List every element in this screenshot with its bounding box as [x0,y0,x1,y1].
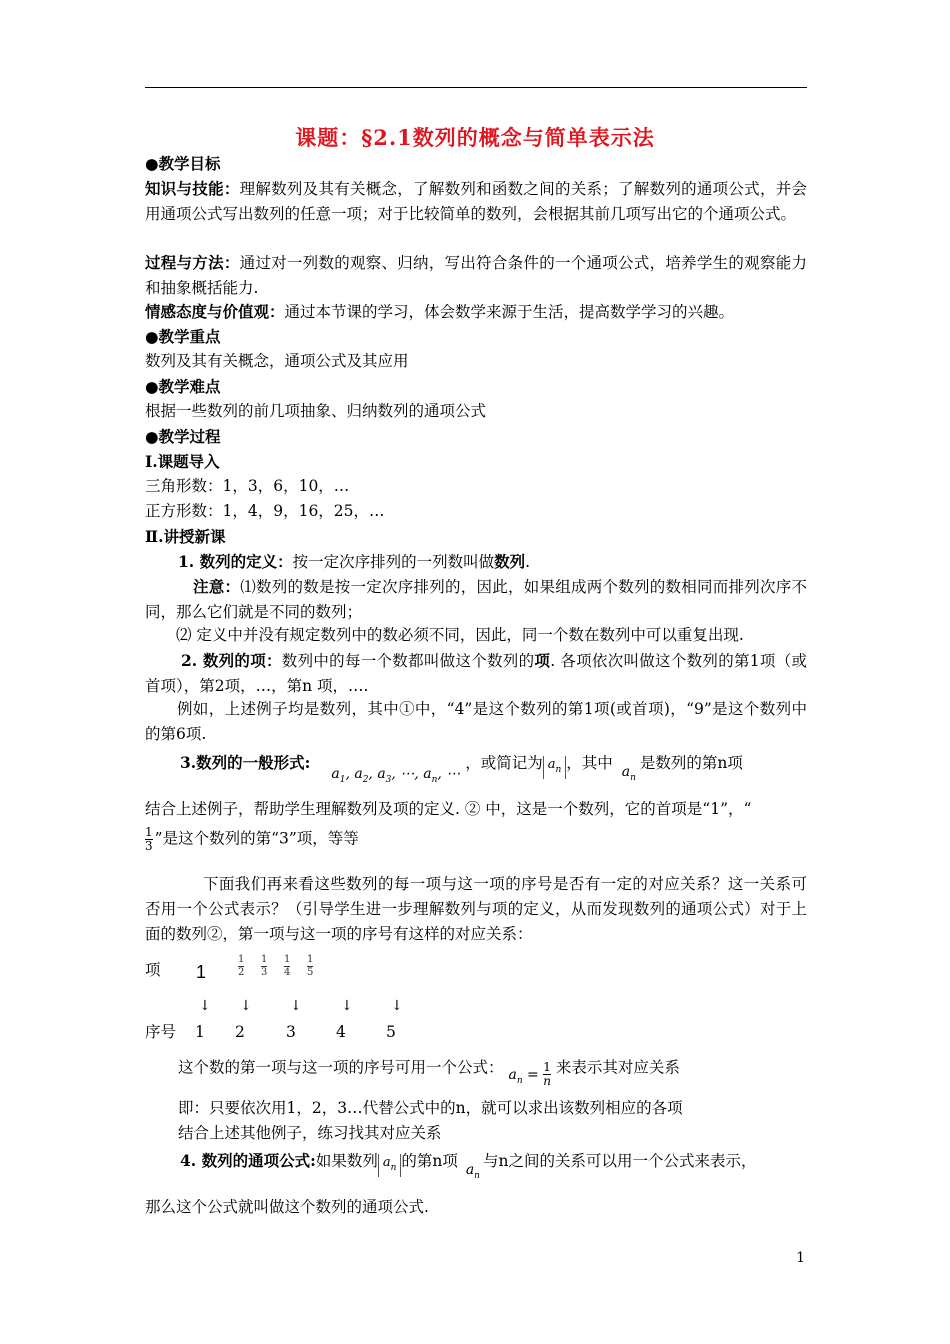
down-arrow-icon: ↓ [290,998,302,1014]
key-text: 数列及其有关概念，通项公式及其应用 [145,352,409,370]
fraction-one-third: $\frac{1}{3}$ [145,825,153,853]
index-3: 3 [286,1023,296,1041]
term-text-1: 数列中的每一个数都叫做这个数列的 [281,652,535,670]
general-form-text-3: 是数列的第n项 [639,754,743,772]
row-index-label: 序号 [145,1023,177,1041]
index-1: 1 [195,1023,205,1041]
process-heading: ●教学过程 [145,427,221,446]
sequence-notation: $a_n$ [543,756,567,779]
term-bold: 项 [534,651,551,670]
key-heading: ●教学重点 [145,327,221,346]
definition-term: 数列 [494,552,526,571]
goal-process [145,250,807,301]
general-term-formula: $a_n$ = $\frac{1}{n}$ [508,1060,551,1088]
term-1-over-4: 1 4 [284,954,291,978]
note-2: ⑵ 定义中并没有规定数列中的数必须不同，因此，同一个数在数列中可以重复出现. [176,626,744,644]
formula-line [178,1055,680,1088]
difficulty-text: 根据一些数列的前几项抽象、归纳数列的通项公式 [145,402,487,420]
index-5: 5 [386,1023,396,1041]
goal-knowledge [145,176,807,227]
sequence-notation: $a_n$ [378,1154,402,1177]
down-arrow-icon: ↓ [391,998,403,1014]
an-symbol: $a_n$ [465,1162,480,1181]
goal-emotion [145,299,734,325]
general-formula-text-1: 如果数列 [315,1152,378,1170]
note-1 [145,574,807,625]
section-intro-heading: Ⅰ.课题导入 [145,452,220,471]
general-formula-line [180,1148,756,1181]
page-number: 1 [796,1250,805,1266]
note-label: 注意： [193,577,241,596]
term-label: 2. 数列的项： [181,651,282,670]
replace-text: 即：只要依次用1，2，3…代替公式中的n，就可以求出该数列相应的各项 [178,1099,683,1117]
general-formula-label: 4. 数列的通项公式: [180,1151,316,1170]
general-form-text-2: ，其中 [566,754,613,772]
section-new-lesson-heading: Ⅱ.讲授新课 [145,527,226,546]
index-4: 4 [336,1023,346,1041]
first-term: 1 [196,962,207,982]
goal-emotion-text: 通过本节课的学习，体会数学来源于生活，提高数学学习的兴趣。 [284,303,735,321]
down-arrow-icon: ↓ [199,998,211,1014]
correspondence-paragraph: 下面我们再来看这些数列的每一项与这一项的序号是否有一定的对应关系？这一关系可否用一个公式表示？（引导学生进一步理解数列与项的定义，从而发现数列的通项公式）对于上面的数列②，第一项与这一项的序号有这样的对应关系： [145,875,807,943]
third-term-line [145,826,359,853]
goal-process-text: 通过对一列数的观察、归纳，写出符合条件的一个通项公式，培养学生的观察能力和抽象概括能力. [145,254,807,297]
general-formula-conclusion: 那么这个公式就叫做这个数列的通项公式. [145,1198,429,1216]
header-rule [145,87,807,88]
example-paragraph: 例如，上述例子均是数列，其中①中，“4”是这个数列的第1项(或首项)，“9”是这个数列中的第6项. [145,700,807,743]
definition-label: 1. 数列的定义： [178,552,293,571]
down-arrow-icon: ↓ [240,998,252,1014]
definition-end: . [525,553,531,571]
goal-emotion-label: 情感态度与价值观： [145,302,285,321]
general-form-text-1: ，或简记为 [465,754,543,772]
term-1-over-5: 1 5 [307,954,314,978]
definition-text: 按一定次序排列的一列数叫做 [292,553,495,571]
definition-line [178,549,530,575]
page-title: 课题：§2.1数列的概念与简单表示法 [295,125,655,150]
difficulty-heading: ●教学难点 [145,377,221,396]
general-formula-text-2: 的第n项 [401,1152,458,1170]
an-symbol: $a_n$ [621,764,636,783]
goals-heading: ●教学目标 [145,154,221,173]
general-form-line [180,750,743,783]
goal-knowledge-label: 知识与技能： [145,179,240,198]
combine-text: 结合上述例子，帮助学生理解数列及项的定义. ② 中，这是一个数列，它的首项是“1”，“ [145,800,752,818]
row-term-label: 项 [145,961,161,979]
term-1-over-2: 1 2 [238,954,245,978]
triangular-numbers: 三角形数：1，3，6，10，… [145,477,350,495]
goal-process-label: 过程与方法： [145,253,240,272]
formula-after: 来表示其对应关系 [555,1058,680,1077]
formula-intro: 这个数的第一项与这一项的序号可用一个公式： [178,1058,504,1077]
practice-text: 结合上述其他例子，练习找其对应关系 [178,1124,442,1142]
term-definition [145,648,807,699]
square-numbers: 正方形数：1，4，9，16，25，… [145,502,385,520]
term-1-over-3: 1 3 [261,954,268,978]
third-term-text: ”是这个数列的第“3”项，等等 [154,829,359,848]
index-2: 2 [235,1023,245,1041]
general-form-label: 3.数列的一般形式: [180,753,311,772]
term-text-2: . 各项依次叫做这个数列的第1项（或首项），第2项，…，第n 项，…. [145,652,807,695]
down-arrow-icon: ↓ [341,998,353,1014]
general-form-formula: $a_1$, $a_2$, $a_3$, ⋯, $a_n$, ⋯ [331,766,461,785]
note-1-text: ⑴数列的数是按一定次序排列的，因此，如果组成两个数列的数相同而排列次序不同，那么它们就是不同的数列； [145,578,807,621]
goal-knowledge-text: 理解数列及其有关概念，了解数列和函数之间的关系；了解数列的通项公式，并会用通项公式写出数列的任意一项；对于比较简单的数列，会根据其前几项写出它的个通项公式。 [145,180,807,223]
general-formula-text-3: 与n之间的关系可以用一个公式来表示， [482,1152,757,1170]
